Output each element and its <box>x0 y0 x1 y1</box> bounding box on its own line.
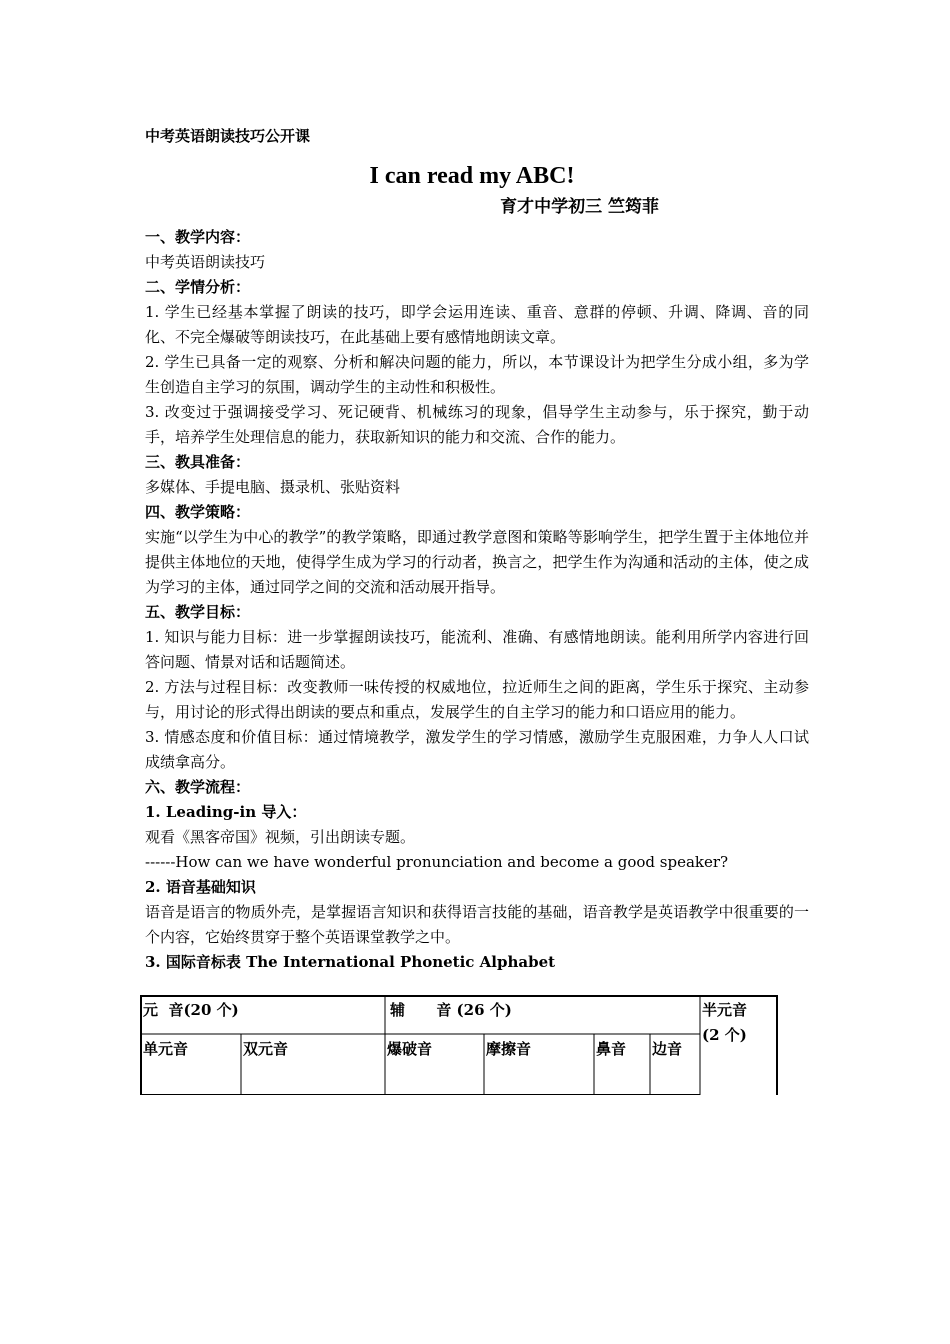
section-heading-content: 一、教学内容： <box>145 228 251 246</box>
step-heading-leading-in: 1. Leading-in 导入： <box>145 803 307 821</box>
ipa-header-semivowels: 半元音(2 个) <box>702 1001 748 1044</box>
ipa-col-nasal: 鼻音 <box>596 1040 627 1058</box>
section-body-strategy: 实施“以学生为中心的教学”的教学策略，即通过教学意图和策略等影响学生，把学生置于主体地位并提供主体地位的天地，使得学生成为学习的行动者，换言之，把学生作为沟通和活动的主体，使之成为学习的主体，通过同学之间的交流和活动展开指导。 <box>145 528 809 596</box>
step-heading-ipa: 3. 国际音标表 The International Phonetic Alphabet <box>145 953 556 971</box>
analysis-item-2: 2. 学生已具备一定的观察、分析和解决问题的能力，所以，本节课设计为把学生分成小组，多为学生创造自主学习的氛围，调动学生的主动性和积极性。 <box>145 353 809 396</box>
step-leading-in-line-1: 观看《黑客帝国》视频，引出朗读专题。 <box>145 828 416 846</box>
ipa-col-monophthong: 单元音 <box>143 1040 189 1058</box>
section-heading-materials: 三、教具准备： <box>145 453 251 471</box>
section-body-materials: 多媒体、手提电脑、摄录机、张贴资料 <box>145 478 401 496</box>
ipa-header-consonants: 辅 音 (26 个) <box>390 1001 512 1019</box>
objective-item-3: 3. 情感态度和价值目标：通过情境教学，激发学生的学习情感，激励学生克服困难，力争人人口试成绩拿高分。 <box>145 728 809 771</box>
ipa-col-diphthong: 双元音 <box>243 1040 289 1058</box>
section-heading-strategy: 四、教学策略： <box>145 503 251 521</box>
document-title: I can read my ABC! <box>369 163 575 189</box>
step-heading-phonetics: 2. 语音基础知识 <box>145 878 256 896</box>
ipa-header-vowels: 元 音(20 个) <box>143 1001 239 1019</box>
step-phonetics-body: 语音是语言的物质外壳，是掌握语言知识和获得语言技能的基础，语音教学是英语教学中很重要的一个内容，它始终贯穿于整个英语课堂教学之中。 <box>145 903 809 946</box>
section-heading-procedure: 六、教学流程： <box>145 778 251 796</box>
ipa-col-fricative: 摩擦音 <box>486 1040 532 1058</box>
objective-item-2: 2. 方法与过程目标：改变教师一味传授的权威地位，拉近师生之间的距离，学生乐于探究、主动参与，用讨论的形式得出朗读的要点和重点，发展学生的自主学习的能力和口语应用的能力。 <box>145 678 809 721</box>
section-body-content: 中考英语朗读技巧 <box>145 253 266 271</box>
section-heading-analysis: 二、学情分析： <box>145 278 251 296</box>
section-heading-objectives: 五、教学目标： <box>145 603 251 621</box>
course-kicker: 中考英语朗读技巧公开课 <box>145 127 311 145</box>
ipa-col-lateral: 边音 <box>652 1040 683 1058</box>
objective-item-1: 1. 知识与能力目标：进一步掌握朗读技巧，能流利、准确、有感情地朗读。能利用所学内容进行回答问题、情景对话和话题简述。 <box>145 628 809 671</box>
author-line: 育才中学初三 竺筠菲 <box>500 197 659 217</box>
ipa-col-plosive: 爆破音 <box>387 1040 433 1058</box>
step-leading-in-line-2: ------How can we have wonderful pronunciation and become a good speaker? <box>145 853 729 871</box>
analysis-item-3: 3. 改变过于强调接受学习、死记硬背、机械练习的现象，倡导学生主动参与，乐于探究，勤于动手，培养学生处理信息的能力，获取新知识的能力和交流、合作的能力。 <box>145 403 809 446</box>
analysis-item-1: 1. 学生已经基本掌握了朗读的技巧，即学会运用连读、重音、意群的停顿、升调、降调、音的同化、不完全爆破等朗读技巧，在此基础上要有感情地朗读文章。 <box>145 303 809 346</box>
